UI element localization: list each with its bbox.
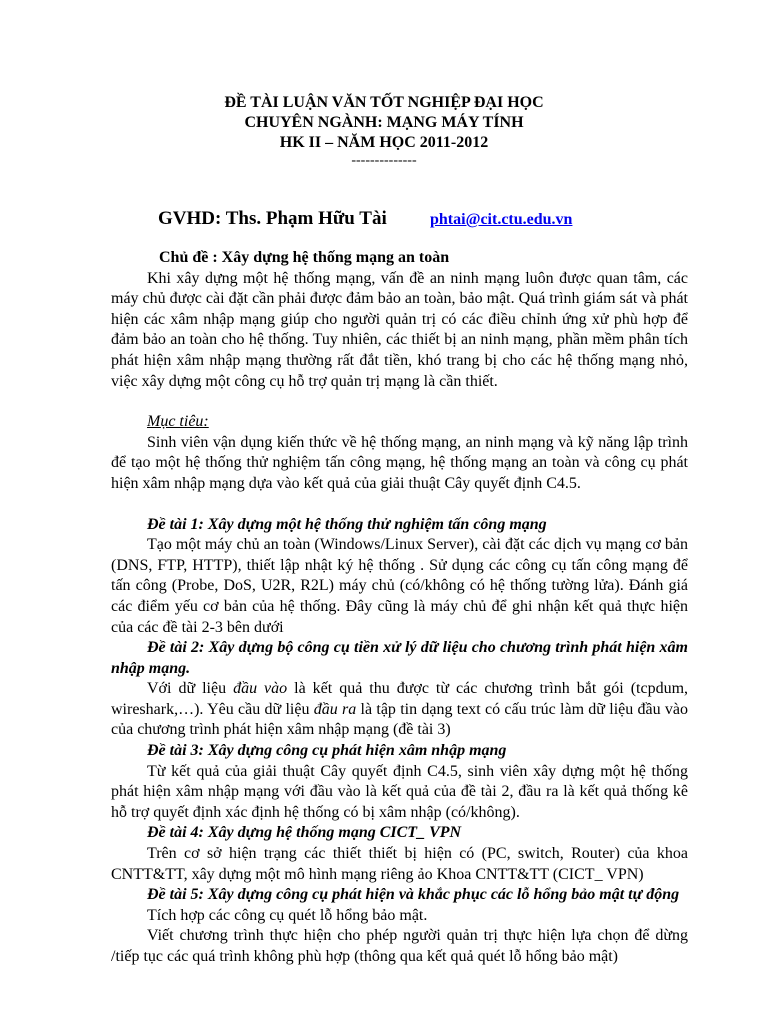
advisor-label: GVHD: Ths. Phạm Hữu Tài (158, 208, 387, 229)
header-separator: -------------- (351, 153, 417, 168)
spacer (111, 495, 688, 515)
spacer (111, 392, 688, 412)
topic-4-paragraph: Trên cơ sở hiện trạng các thiết thiết bị hiện có (PC, switch, Router) của khoa CNTT&TT, xây dựng một mô hình mạng riêng ảo Khoa CNTT&TT (CICT_ VPN) (111, 845, 688, 883)
topic-2-text-input: đầu vào (233, 680, 288, 698)
header-line-1: ĐỀ TÀI LUẬN VĂN TỐT NGHIỆP ĐẠI HỌC (224, 94, 544, 111)
topic-3-paragraph: Từ kết quả của giải thuật Cây quyết định C4.5, sinh viên xây dựng một hệ thống phát hiện xâm nhập mạng với đầu vào là kết quả của đề tài 2, đầu ra là kết quả thống kê hỗ trợ quyết định xác định hệ thống có bị xâm nhập (có/không). (111, 762, 688, 821)
topic-3-title: Đề tài 3: Xây dựng công cụ phát hiện xâm nhập mạng (147, 742, 507, 760)
topic-5-paragraph-2: Viết chương trình thực hiện cho phép người quản trị thực hiện lựa chọn để dừng /tiếp tục các quá trình không phù hợp (thông qua kết quả quét lỗ hổng bảo mật) (111, 927, 688, 965)
objective-label: Mục tiêu: (147, 413, 209, 431)
topic-2-text-mid: là kết quả thu được từ các chương trình bắt gói (tcpdum, wireshark,…). Yêu cầu dữ liệu (111, 680, 689, 718)
topic-5-title: Đề tài 5: Xây dựng công cụ phát hiện và khắc phục các lỗ hổng bảo mật tự động (147, 886, 680, 904)
objective-paragraph: Sinh viên vận dụng kiến thức về hệ thống mạng, an ninh mạng và kỹ năng lập trình để tạo một hệ thống thử nghiệm tấn công mạng, hệ thống mạng an toàn và công cụ phát hiện xâm nhập mạng dựa vào kết quả của giải thuật Cây quyết định C4.5. (111, 433, 688, 492)
topic-2-text-end: là tập tin dạng text có cấu trúc làm dữ liệu đầu vào của chương trình phát hiện xâm nhập mạng (đề tài 3) (111, 700, 689, 739)
topic-2-text-intro: Với dữ liệu (147, 680, 234, 698)
topic-2-text-output: đầu ra (313, 700, 357, 718)
topic-1-paragraph: Tạo một máy chủ an toàn (Windows/Linux Server), cài đặt các dịch vụ mạng cơ bản (DNS, FTP, HTTP), thiết lập nhật ký hệ thống . Sử dụng các công cụ tấn công mạng để tấn công (Probe, DoS, U2R, R2L) máy chủ (có/không có hệ thống tường lửa). Đánh giá các điểm yếu cơ bản của hệ thống. Đây cũng là máy chủ để ghi nhận kết quả thực hiện của các đề tài 2-3 bên dưới (111, 536, 688, 636)
document-body (111, 248, 688, 968)
topic-2-title: Đề tài 2: Xây dựng bộ công cụ tiền xử lý dữ liệu cho chương trình phát hiện xâm nhập mạng. (111, 639, 688, 677)
topic-2-paragraph (111, 679, 688, 741)
header-line-2: CHUYÊN NGÀNH: MẠNG MÁY TÍNH (244, 114, 524, 131)
theme-heading: Chủ đề : Xây dựng hệ thống mạng an toàn (159, 249, 450, 266)
topic-5-paragraph-1: Tích hợp các công cụ quét lỗ hổng bảo mật. (147, 906, 428, 924)
theme-paragraph: Khi xây dựng một hệ thống mạng, vấn đề an ninh mạng luôn được quan tâm, các máy chủ được cài đặt cần phải được đảm bảo an toàn, bảo mật. Quá trình giám sát và phát hiện các xâm nhập mạng giúp cho người quản trị có các điều chỉnh ứng xử phù hợp để đảm bảo an toàn cho hệ thống. Tuy nhiên, các thiết bị an ninh mạng, phần mềm phân tích phát hiện xâm nhập mạng thường rất đắt tiền, khó trang bị cho các hệ thống mạng nhỏ, việc xây dựng một công cụ hỗ trợ quản trị mạng là cần thiết. (111, 269, 688, 390)
advisor-email-link[interactable]: phtai@cit.ctu.edu.vn (430, 211, 573, 228)
topic-1-title: Đề tài 1: Xây dựng một hệ thống thử nghiệm tấn công mạng (147, 515, 547, 533)
topic-4-title: Đề tài 4: Xây dựng hệ thống mạng CICT_ VPN (147, 824, 462, 842)
header-line-3: HK II – NĂM HỌC 2011-2012 (279, 134, 489, 151)
document-header (0, 93, 768, 169)
